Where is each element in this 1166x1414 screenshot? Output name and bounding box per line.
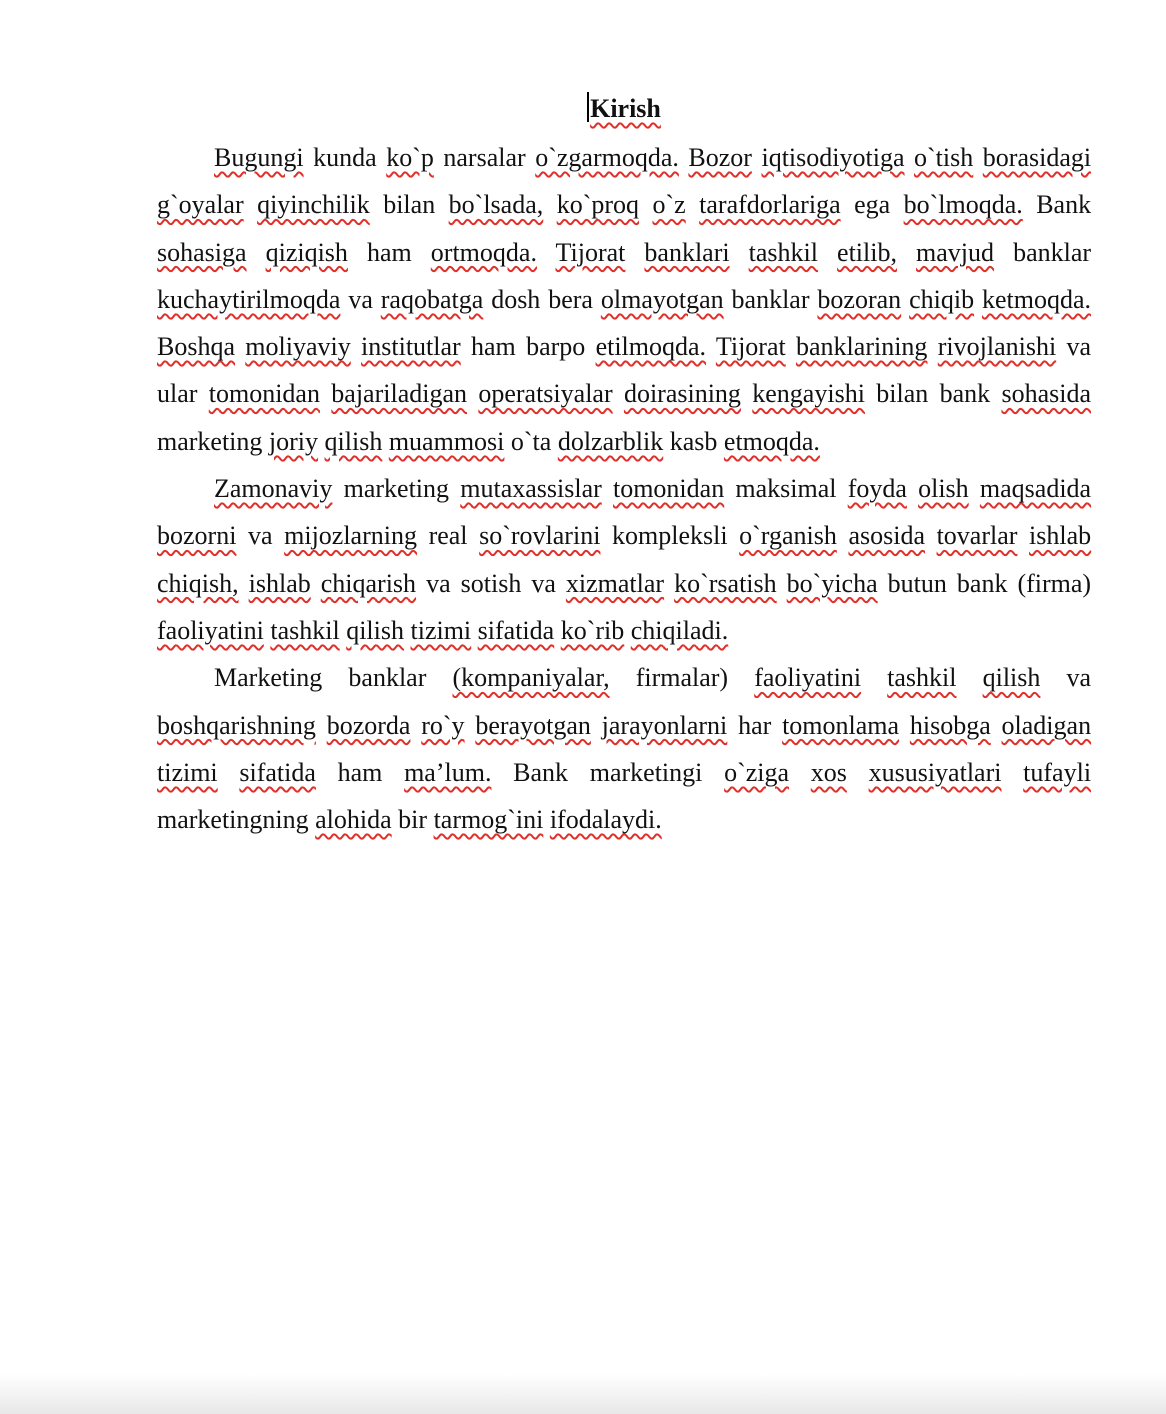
document-title[interactable] — [157, 86, 1091, 132]
misspelled-word[interactable]: sifatida — [239, 757, 316, 787]
misspelled-word[interactable]: sohasiga — [157, 237, 247, 267]
misspelled-word[interactable]: o`z — [652, 190, 686, 220]
misspelled-word[interactable]: jarayonlarni — [601, 710, 728, 740]
misspelled-word[interactable]: Zamonaviy — [214, 474, 333, 504]
misspelled-word[interactable]: Tijorat — [555, 237, 626, 267]
misspelled-word[interactable]: iqtisodiyotiga — [761, 143, 905, 172]
misspelled-word[interactable]: chiqiladi. — [630, 615, 729, 645]
misspelled-word[interactable]: rivojlanishi — [937, 332, 1057, 362]
misspelled-word[interactable]: bozorda — [326, 710, 411, 740]
misspelled-word[interactable]: etmoqda. — [723, 426, 820, 456]
paragraph-2[interactable]: Zamonaviy marketing mutaxassislar tomonidan maksimal foyda olish maqsadida bozorni va mijozlarning real so`rovlarini kompleksli o`rganish asosida tovarlar ishlab chiqish, ishlab chiqarish va sotish va xizmatlar ko`rsatish bo`yicha butun bank (firma) faoliyatini tashkil qilish tizimi sifatida ko`rib chiqiladi. — [157, 474, 1092, 645]
misspelled-word[interactable]: qiyinchilik — [257, 190, 370, 220]
misspelled-word[interactable]: ko`p — [386, 143, 434, 172]
misspelled-word[interactable]: Tijorat — [715, 332, 786, 362]
misspelled-word[interactable]: maqsadida — [979, 474, 1092, 504]
misspelled-word[interactable]: Boshqa — [157, 332, 235, 362]
misspelled-word[interactable]: ifodalaydi. — [549, 805, 662, 835]
misspelled-word[interactable]: joriy — [268, 426, 319, 456]
misspelled-word[interactable]: foyda — [847, 474, 907, 504]
misspelled-word[interactable]: moliyaviy — [245, 332, 351, 362]
misspelled-word[interactable]: bo`lsada, — [448, 190, 544, 220]
misspelled-word[interactable]: o`ziga — [724, 757, 790, 787]
misspelled-word[interactable]: tashkil — [270, 615, 340, 645]
misspelled-word[interactable]: ko`proq — [556, 190, 640, 220]
misspelled-word[interactable]: o`rganish — [739, 521, 837, 551]
misspelled-word[interactable]: doirasining — [623, 379, 741, 409]
misspelled-word[interactable]: tomonidan — [612, 474, 725, 504]
misspelled-word[interactable]: bo`yicha — [786, 568, 878, 598]
misspelled-word[interactable]: olmayotgan — [600, 284, 724, 314]
paragraph-1[interactable]: Bugungi kunda ko`p narsalar o`zgarmoqda. Bozor iqtisodiyotiga o`tish borasidagi g`oyalar qiyinchilik bilan bo`lsada, ko`proq o`z tarafdorlariga ega bo`lmoqda. Bank sohasiga qiziqish ham ortmoqda. Tijorat banklari tashkil etilib, mavjud banklar kuchaytirilmoqda va raqobatga dosh bera olmayotgan banklar bozoran chiqib ketmoqda. Boshqa moliyaviy institutlar ham barpo etilmoqda. Tijorat banklarining rivojlanishi va ular tomonidan bajariladigan operatsiyalar doirasining kengayishi bilan bank sohasida marketing joriy qilish muammosi o`ta dolzarblik kasb etmoqda. — [157, 143, 1092, 456]
misspelled-word[interactable]: tashkil — [887, 663, 957, 693]
paragraph-3[interactable]: Marketing banklar (kompaniyalar, firmalar) faoliyatini tashkil qilish va boshqarishning bozorda ro`y berayotgan jarayonlarni har tomonlama hisobga oladigan tizimi sifatida ham ma’lum. Bank marketingi o`ziga xos xususiyatlari tufayli marketingning alohida bir tarmog`ini ifodalaydi. — [157, 663, 1092, 835]
misspelled-word[interactable]: qilish — [324, 426, 383, 456]
misspelled-word[interactable]: berayotgan — [475, 710, 591, 740]
misspelled-word[interactable]: bozoran — [817, 284, 902, 314]
misspelled-word[interactable]: qilish — [982, 663, 1041, 693]
misspelled-word[interactable]: (kompaniyalar, — [452, 663, 610, 693]
misspelled-word[interactable]: asosida — [848, 521, 925, 551]
misspelled-word[interactable]: mutaxassislar — [460, 474, 602, 504]
misspelled-word[interactable]: qilish — [346, 615, 404, 645]
misspelled-word[interactable]: tizimi — [410, 615, 472, 645]
document-body[interactable] — [157, 86, 1091, 843]
misspelled-word[interactable]: ro`y — [421, 710, 465, 740]
misspelled-word[interactable]: chiqarish — [320, 568, 417, 598]
text-cursor — [587, 92, 589, 122]
misspelled-word[interactable]: ma’lum. — [404, 757, 492, 787]
misspelled-word[interactable]: oladigan — [1001, 710, 1092, 740]
misspelled-word[interactable]: faoliyatini — [157, 615, 264, 645]
misspelled-word[interactable]: so`rovlarini — [479, 521, 601, 551]
misspelled-word[interactable]: g`oyalar — [157, 190, 244, 220]
misspelled-word[interactable]: dolzarblik — [557, 426, 664, 456]
misspelled-word[interactable]: xususiyatlari — [868, 757, 1002, 787]
misspelled-word[interactable]: operatsiyalar — [478, 379, 613, 409]
misspelled-word[interactable]: ketmoqda. — [981, 284, 1092, 314]
misspelled-word[interactable]: faoliyatini — [754, 663, 862, 693]
misspelled-word[interactable]: mavjud — [916, 237, 995, 267]
misspelled-word[interactable]: chiqib — [909, 284, 975, 314]
misspelled-word[interactable]: boshqarishning — [157, 710, 316, 740]
misspelled-word[interactable]: sifatida — [477, 615, 555, 645]
misspelled-word[interactable]: tovarlar — [936, 521, 1018, 551]
misspelled-word[interactable]: kengayishi — [752, 379, 865, 409]
misspelled-word[interactable]: kuchaytirilmoqda — [157, 284, 341, 314]
misspelled-word[interactable]: tashkil — [748, 237, 818, 267]
misspelled-word[interactable]: ishlab — [1029, 521, 1092, 551]
misspelled-word[interactable]: tufayli — [1023, 757, 1092, 787]
misspelled-word[interactable]: bozorni — [157, 521, 237, 551]
misspelled-word[interactable]: banklarining — [796, 332, 928, 362]
misspelled-word[interactable]: tizimi — [157, 757, 218, 787]
misspelled-word[interactable]: alohida — [315, 805, 392, 835]
misspelled-word[interactable]: tarafdorlariga — [699, 190, 841, 220]
misspelled-word[interactable]: chiqish, — [157, 568, 239, 598]
misspelled-word[interactable]: Bugungi — [214, 143, 304, 172]
misspelled-word[interactable]: o`zgarmoqda. — [535, 143, 679, 172]
misspelled-word[interactable]: raqobatga — [380, 284, 484, 314]
misspelled-word[interactable]: bo`lmoqda. — [903, 190, 1023, 220]
misspelled-word[interactable]: hisobga — [909, 710, 991, 740]
misspelled-word[interactable]: tarmog`ini — [433, 805, 544, 835]
misspelled-word[interactable]: institutlar — [361, 332, 461, 362]
misspelled-word[interactable]: xizmatlar — [565, 568, 665, 598]
misspelled-word[interactable]: ishlab — [248, 568, 311, 598]
misspelled-word[interactable]: o`tish — [914, 143, 974, 172]
misspelled-word[interactable]: ko`rib — [560, 615, 625, 645]
misspelled-word[interactable]: tomonlama — [782, 710, 900, 740]
misspelled-word[interactable]: ko`rsatish — [674, 568, 777, 598]
misspelled-word[interactable]: mijozlarning — [284, 521, 417, 551]
misspelled-word[interactable]: bajariladigan — [331, 379, 468, 409]
misspelled-word[interactable]: qiziqish — [265, 237, 348, 267]
misspelled-word[interactable]: banklari — [644, 237, 730, 267]
misspelled-word[interactable]: sohasida — [1001, 379, 1091, 409]
misspelled-word[interactable]: muammosi — [388, 426, 505, 456]
window-bottom-shadow — [0, 1374, 1166, 1414]
misspelled-word[interactable]: ortmoqda. — [430, 237, 537, 267]
title-text: Kirish — [590, 94, 661, 123]
misspelled-word[interactable]: tomonidan — [208, 379, 320, 409]
misspelled-word[interactable]: borasidagi — [982, 143, 1092, 172]
misspelled-word[interactable]: etilib, — [837, 237, 897, 267]
misspelled-word[interactable]: Bozor — [688, 143, 752, 172]
misspelled-word[interactable]: xos — [810, 757, 847, 787]
misspelled-word[interactable]: olish — [918, 474, 969, 504]
misspelled-word[interactable]: etilmoqda. — [595, 332, 707, 362]
